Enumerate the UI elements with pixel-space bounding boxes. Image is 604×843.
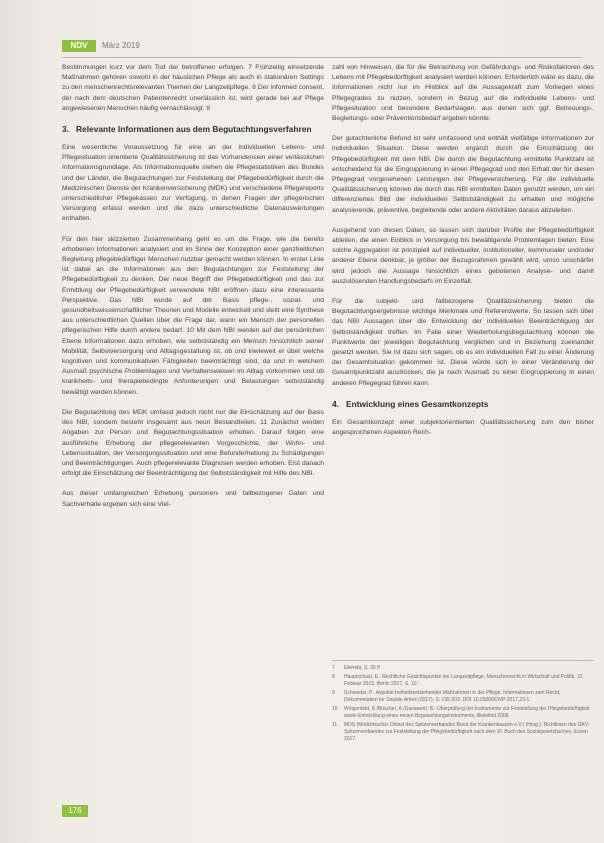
page-number: 176 (62, 805, 88, 817)
section-number: 4. (332, 398, 339, 409)
paragraph: Für den hier skizzierten Zusammenhang geht es um die Frage, wie die bereits erhobenen Informationen analysiert und im Sinne der Konzeption einer ganzheitlichen Begleitung pflegebedürftiger Menschen nutzbar gemacht werden können. In erster Linie ist dabei an die Informationen aus den Begutachtungen zur Feststellung der Pflegebedürftigkeit zu denken. Der neue Begriff der Pflegebedürftigkeit und das zur Ermittlung der Pflegebedürftigkeit verwendete NBI eröffnen dazu eine interessante Perspektive. Das NBI wurde auf der Basis pflege-, sozial- und gesundheitswissenschaftlicher Theorien und Modelle entwickelt und stellt eine Synthese aus unterschiedlichen Quellen über die Frage dar, wann ein Mensch der personellen pflegerischen Hilfe durch andere bedarf. 10 Mit dem NBI werden auf der persönlichen Ebene Informationen dazu erhoben, wie selbstständig ein Mensch hinsichtlich seiner Mobilität, Selbstversorgung und Alltagsgestaltung ist, ob und inwieweit er über welche kognitiven und kommunikativen Fähigkeiten beeinträchtigt sind, da und in welchem Ausmaß psychische Problemlagen und Verhaltensweisen im Alltag vorkommen und ob krankheits- und therapiebedingte Anforderungen und Belastungen selbstständig bewältigt werden können. (62, 235, 324, 396)
footnote (332, 722, 594, 743)
footnote-text: Hauptschaal, E.: Rechtliche Gesichtspunkte der Langzeitpflege, Menschenrecht in Wirtschaft und Politik, 12. Februar 2015, Berlin 2017, S. 10. (344, 674, 584, 687)
paragraph: Aus dieser umfangreichen Erhebung personen- und fallbezogener Daten und Sachverhalte ergeben sich eine Viel- (62, 490, 324, 508)
footnote-text: Schneider, P.: Aspekte freiheitsentziehender Maßnahmen in der Pflege. Informationen zum Recht, Dokumentation für Soziale Arbeit (2017), S. 195-203. DOI 10.25000/DVP 2017.23-1. (344, 690, 561, 703)
section-title: Entwicklung eines Gesamtkonzepts (346, 398, 489, 409)
paragraph: Ein Gesamtkonzept einer subjektorientierten Qualitätssicherung zum den bisher angesprochenen Aspekten Rech- (332, 418, 594, 437)
footnote-text: Wingenfeld, K./Büscher, A./Gansweid, B.: Überprüfung der Instrumente zur Feststellung der Pflegebedürftigkeit sowie Entwicklung eines neuen Begutachtungsinstruments, Bielefeld 2008. (344, 706, 590, 719)
page-header (62, 40, 582, 54)
footnote (332, 665, 594, 672)
header-rule (62, 57, 582, 58)
paragraph: Der gutachterliche Befund ist sehr umfassend und enthält vielfältige Informationen zur individuellen Situation. Diese werden ergänzt durch die Einschätzung der Pflegebedürftigkeit mit dem NBI. Die durch die Begutachtung ermittelte Punktzahl ist entscheidend für die Eingruppierung in einen Pflegegrad und den Erhalt der für diesen Pflegegrad vorgesehenen Leistungen der Pflegeversicherung. Für die individuelle Qualitätssicherung können die durch das NBI ermittelten Daten genutzt werden, um ein differenziertes Bild der individuellen Selbstständigkeit zu erhalten und mögliche analysierende, präventive, begleitende oder andere Aktivitäten daraus abzuleiten. (332, 135, 594, 214)
footnote (332, 706, 594, 720)
section-title: Relevante Informationen aus dem Begutachtungsverfahren (76, 124, 312, 135)
footnote (332, 674, 594, 688)
paragraph: Die Begutachtung des MDK umfasst jedoch nicht nur die Einschätzung auf der Basis des NBI, sondern besteht insgesamt aus neun Bestandteilen. 11 Zunächst werden Angaben zur Person und Begutachtungssituation erhoben. Darauf folgen eine ausführliche Erhebung der pflegerelevanten Vorgeschichte, der Wohn- und Lebenssituation, der Versorgungssituation und eine Befunderhebung zu Schädigungen und Beeinträchtigungen. Auch pflegerelevante Diagnosen werden erhoben. Erst danach erfolgt die Einschätzung der Beeinträchtigung der Selbstständigkeit mit Hilfe des NBI. (62, 408, 324, 478)
journal-logo: NDV (62, 40, 96, 52)
issue-date: März 2019 (102, 41, 140, 50)
paragraph: Bestimmungen kurz vor dem Tod der betroffenen erfolgen. 7 Frühzeitig einsetzende Maßnahmen gehören sowohl in der häuslichen Pflege als auch in stationären Settings zu den menschenrechtsrelevanten Themen der Langzeitpflege. 8 Der informed consent, der nach dem deutschen Patientenrecht unerlässlich ist, wird gerade bei auf Pflege angewiesenen Menschen häufig vernachlässigt. 9 (62, 64, 324, 112)
left-column (62, 63, 324, 520)
section-heading-4 (332, 399, 594, 410)
paragraph: Eine wesentliche Voraussetzung für eine an der individuellen Lebens- und Pflegesituation orientierte Qualitätssicherung ist das Vorhandensein einer verlässlichen Informationsgrundlage. Als Informationsquelle stehen die Pflegestatistiken des Bundes und der Länder, die Begutachtungen zur Feststellung der Pflegebedürftigkeit durch die Medizinischen Dienste der Krankenversicherung (MDK) und verschiedene Pflegereports unterschiedlicher Pflegekassen zur Verfügung, in denen Fragen der pflegerischen Versorgung erfasst werden und die dazu unterschiedliche Datenauswertungen enthalten. (62, 144, 324, 223)
footnote-text: MDS (Medizinischer Dienst des Spitzenverbandes Bund der Krankenkassen e.V.) (Hrsg.): Richtlinien des GKV-Spitzenverbandes zur Feststellung der Pflegebedürftigkeit nach dem XI. Buch des Sozialgesetzbuches, Essen 2017. (344, 722, 590, 742)
section-heading-3 (62, 124, 324, 135)
footnote-number: 7 (332, 665, 335, 671)
footnote-number: 11 (332, 722, 338, 728)
paragraph: zahl von Hinweisen, die für die Betrachtung von Gefährdungs- und Risikofaktoren des Lebens mit Pflegebedürftigkeit analysiert werden können. Erforderlich wäre es dazu, die Informationen nicht nur im Hinblick auf die Aussagekraft zum Vorliegen eines Pflegegrades zu nutzen, sondern in Bezug auf die individuelle Lebens- und Pflegesituation und besondere Bedarfslagen, aus denen sich ggf. Betreuungs-, Begleitungs- oder Präventionsbedarf ergeben könnte. (332, 64, 594, 123)
paragraph: Für die subjekt- und fallbezogene Qualitätssicherung bieten die Begutachtungsergebnisse wichtige Merkmale und Referenzwerte. So lassen sich über das NBI Aussagen über die Entwicklung der individuellen Beeinträchtigung der Selbstständigkeit treffen. Im Falle einer Wiederholungsbegutachtung können die Punktwerte der jeweiligen Begutachtung verglichen und in Beziehung zueinander gesetzt werden. Sie ist dazu sich sagen, ob es ein individuellen Fall zu einer Änderung der Gesamtsituation gekommen ist. Diese würde sich in einer Veränderung der Gesamtpunktzahl ausdrücken, die je nach Ausmaß zu einer Eingruppierung in einen anderen Pflegegrad führen kann. (332, 298, 594, 387)
footnote-text: Ebenda, S. 26 ff. (344, 665, 382, 671)
footnote (332, 690, 594, 704)
footnote-number: 9 (332, 690, 335, 696)
footnotes (332, 660, 594, 745)
paragraph: Ausgehend von diesen Daten, so lassen sich darüber Profile der Pflegebedürftigkeit ableiten, die einen Einblick in Versorgung bis bewältigende Problemlagen bieten. Eine solche Aggregation ist prinzipiell auf individueller, institutioneller, kommunaler und/oder anderer Ebene denkbar, je größer der Bezugsrahmen gewählt wird, umso unschärfer wird jedoch die Aussage hinsichtlich eines gebotenen Analyse- und damit auszulösenden Handlungsbedarfs im Einzelfall. (332, 226, 594, 285)
footnote-number: 10 (332, 706, 338, 712)
right-column (332, 63, 594, 448)
section-number: 3. (62, 124, 69, 135)
footnote-number: 8 (332, 674, 335, 680)
